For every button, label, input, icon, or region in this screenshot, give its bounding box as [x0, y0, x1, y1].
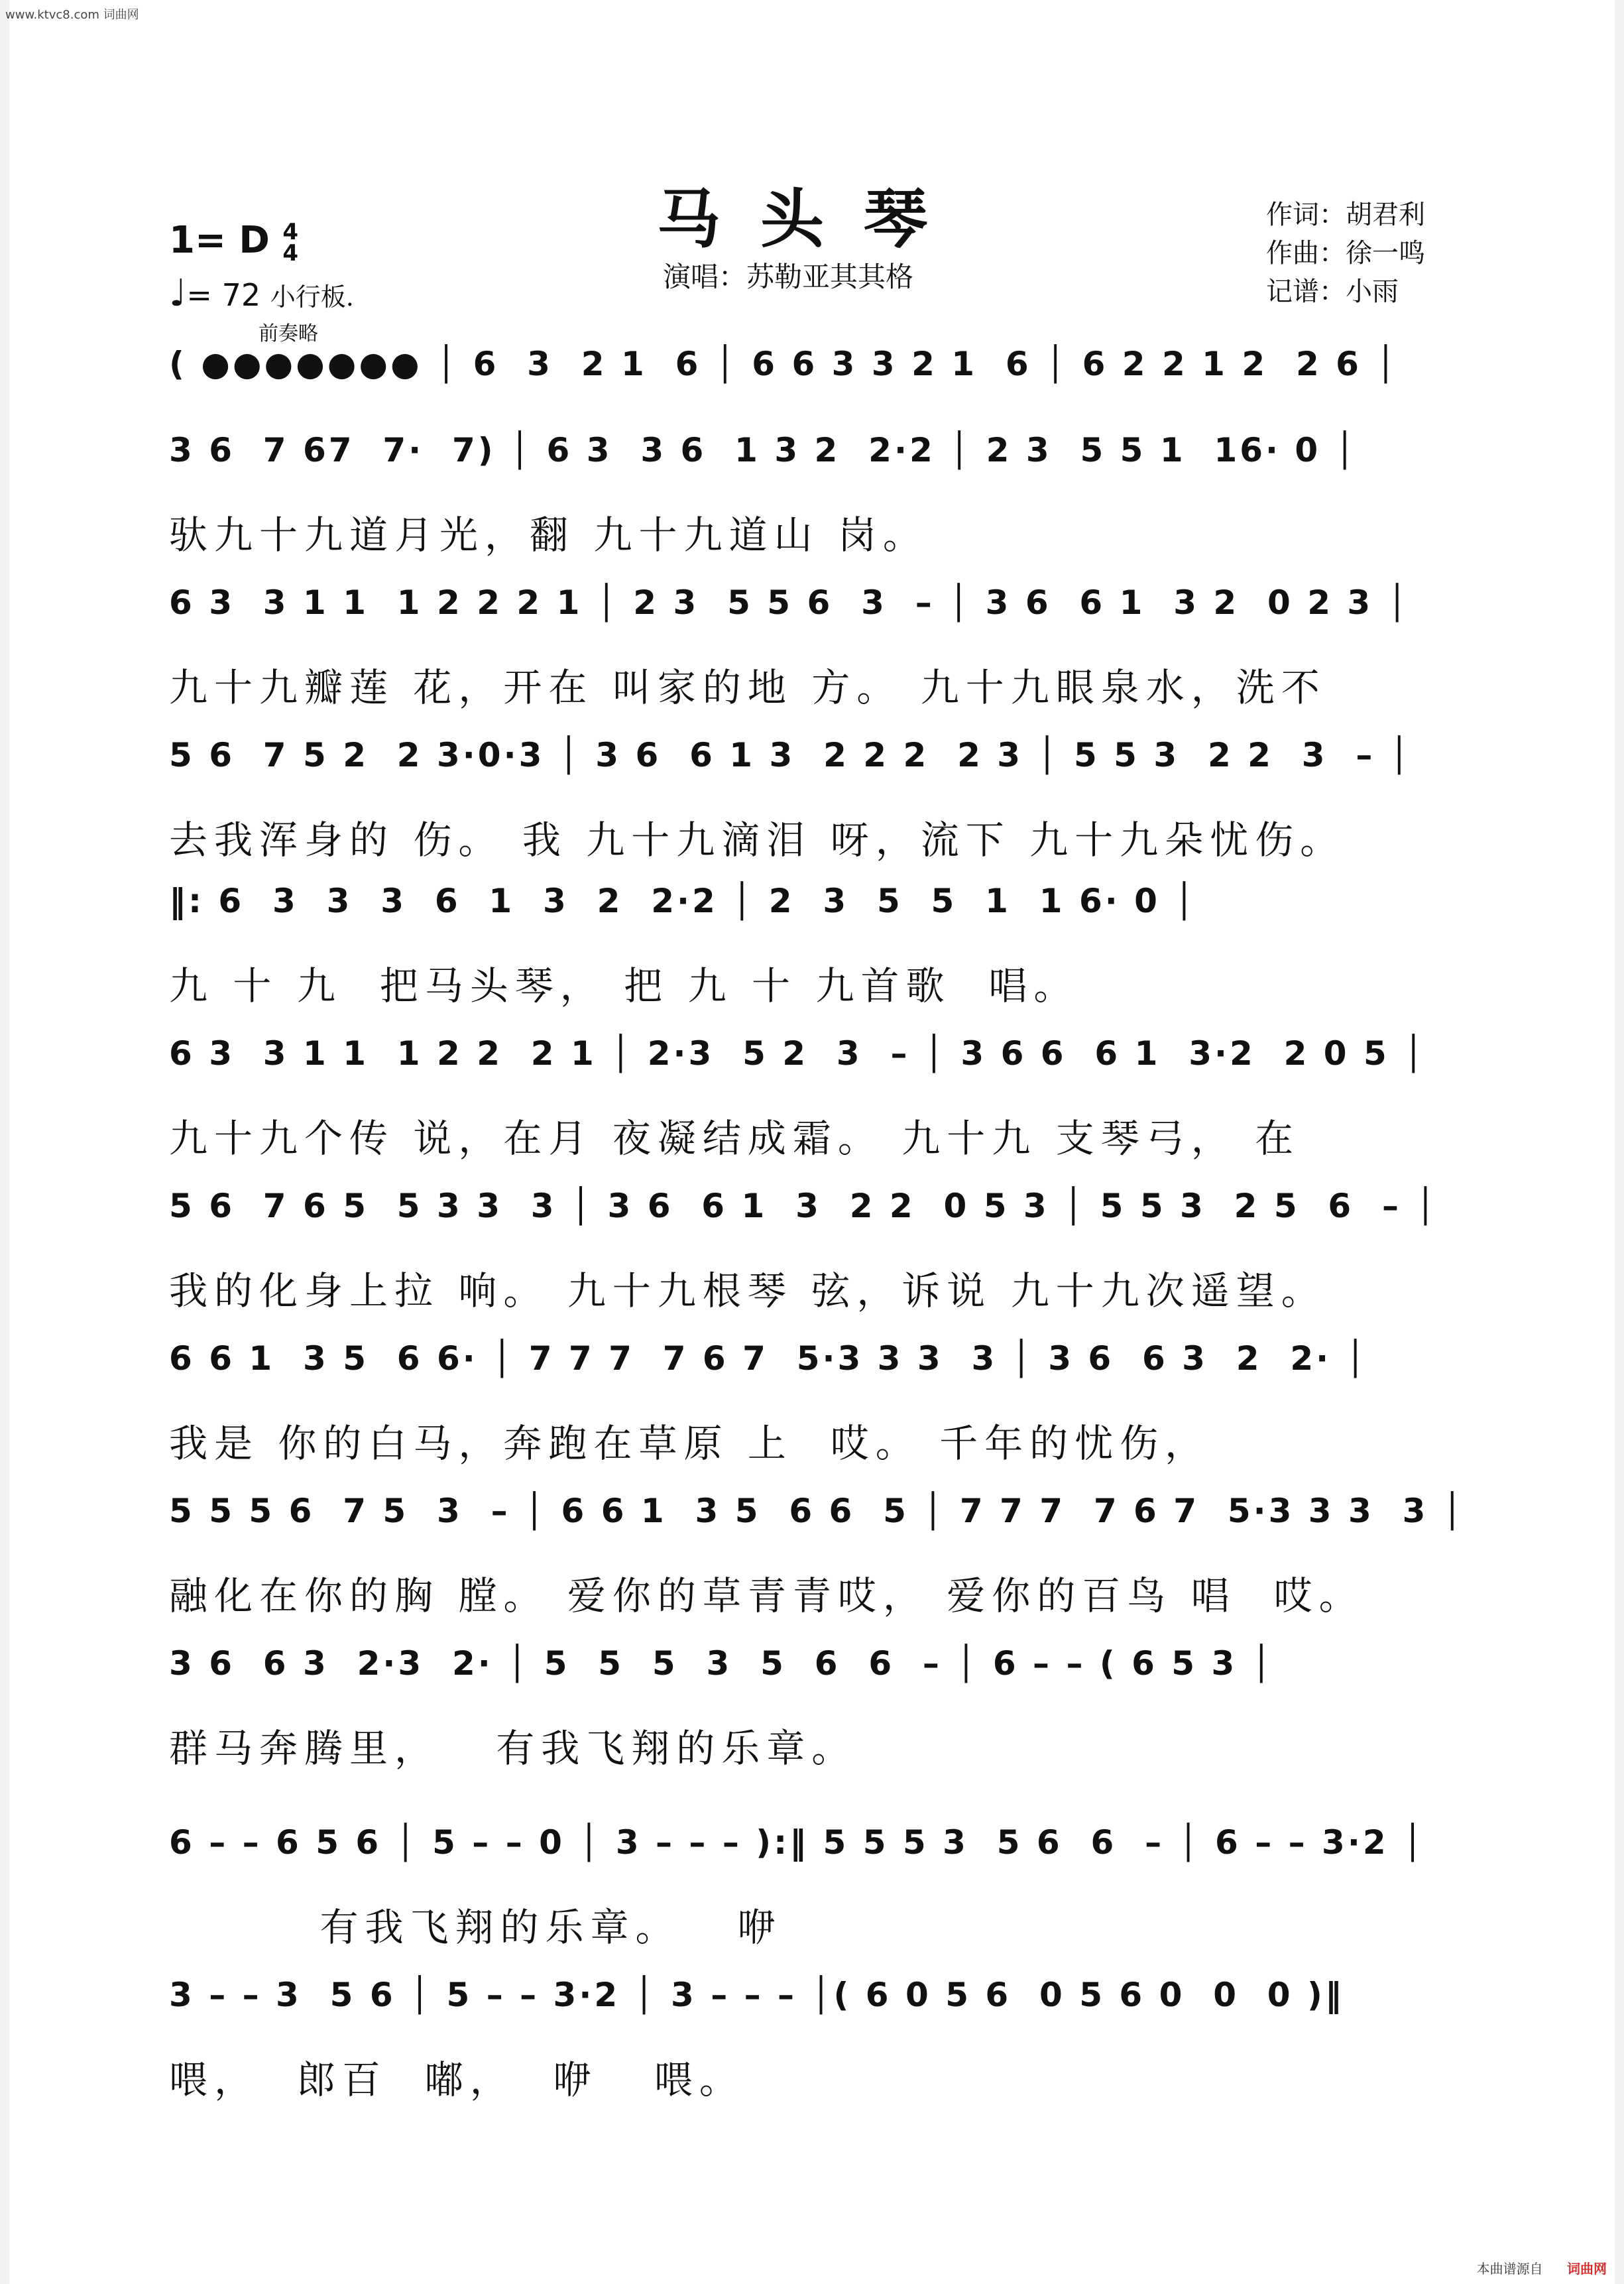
composer-credit: 作曲：徐一鸣	[1266, 238, 1425, 269]
footer-brand: 词曲网	[1567, 2261, 1607, 2277]
jianpu-notes: 6 3 3 1 1 1 2 2 2 1 │ 2 3 5 5 6 3 – │ 3 6 6 1 3 2 0 2 3 │	[169, 583, 1410, 622]
lyric-line: 融化在你的胸 膛。 爱你的草青青哎， 爱你的百鸟 唱 哎。	[169, 1573, 1364, 1618]
footer	[1477, 2258, 1607, 2277]
jianpu-notes: 3 6 7 67 7· 7) │ 6 3 3 6 1 3 2 2·2 │ 2 3 5 5 1 16· 0 │	[169, 431, 1358, 469]
lyricist-credit: 作词：胡君利	[1266, 200, 1425, 230]
tempo-marking	[169, 272, 354, 315]
lyric-line: 我的化身上拉 响。 九十九根琴 弦，诉说 九十九次遥望。	[169, 1268, 1326, 1313]
lyric-line: 九十九瓣莲 花，开在 叫家的地 方。 九十九眼泉水，洗不	[169, 665, 1326, 710]
key-signature	[169, 218, 299, 267]
lyric-line: 喂， 郎百 嘟， 咿 喂。	[169, 2057, 744, 2102]
jianpu-notes: 6 6 1 3 5 6 6· │ 7 7 7 7 6 7 5·3 3 3 3 │ 3 6 6 3 2 2· │	[169, 1339, 1368, 1378]
jianpu-notes: 3 6 6 3 2·3 2· │ 5 5 5 3 5 6 6 – │ 6 – – ( 6 5 3 │	[169, 1644, 1274, 1683]
jianpu-notes: 5 6 7 5 2 2 3·0·3 │ 3 6 6 1 3 2 2 2 2 3 │ 5 5 3 2 2 3 – │	[169, 736, 1412, 774]
lyric-line: 去我浑身的 伤。 我 九十九滴泪 呀，流下 九十九朵忧伤。	[169, 817, 1346, 863]
jianpu-notes: 3 – – 3 5 6 │ 5 – – 3·2 │ 3 – – – │( 6 0 5 6 0 5 6 0 0 0 )‖	[169, 1976, 1344, 2014]
site-header	[5, 5, 139, 23]
jianpu-notes: ( ●●●●●●● │ 6 3 2 1 6 │ 6 6 3 3 2 1 6 │ 6 2 2 1 2 2 6 │	[169, 345, 1399, 383]
site-url: www.ktvc8.com	[5, 8, 99, 22]
jianpu-notes: ‖: 6 3 3 3 6 1 3 2 2·2 │ 2 3 5 5 1 1 6· 0 │	[169, 882, 1197, 920]
jianpu-notes: 6 3 3 1 1 1 2 2 2 1 │ 2·3 5 2 3 – │ 3 6 6 6 1 3·2 2 0 5 │	[169, 1034, 1426, 1073]
singer-credit: 演唱：苏勒亚其其格	[663, 261, 914, 293]
song-title: 马头琴	[657, 182, 967, 257]
prelude-note: 前奏略	[259, 322, 318, 345]
jianpu-notes: 6 – – 6 5 6 │ 5 – – 0 │ 3 – – – ):‖ 5 5 5 3 5 6 6 – │ 6 – – 3·2 │	[169, 1823, 1426, 1862]
jianpu-notes: 5 5 5 6 7 5 3 – │ 6 6 1 3 5 6 6 5 │ 7 7 7 7 6 7 5·3 3 3 3 │	[169, 1492, 1465, 1530]
lyric-line: 我是 你的白马，奔跑在草原 上 哎。 千年的忧伤，	[169, 1421, 1210, 1466]
key-label: 1= D	[169, 219, 270, 262]
time-signature	[282, 218, 299, 267]
meter-bottom: 4	[282, 239, 299, 267]
credits-block	[1266, 196, 1425, 311]
footer-source: 本曲谱源自	[1476, 2261, 1543, 2277]
tempo-description: 小行板.	[270, 282, 354, 312]
transcriber-credit: 记谱：小雨	[1266, 276, 1399, 307]
quarter-note-icon: ♩	[169, 272, 187, 315]
lyric-line: 九 十 九 把马头琴， 把 九 十 九首歌 唱。	[169, 963, 1079, 1008]
lyric-line: 群马奔腾里， 有我飞翔的乐章。	[169, 1726, 857, 1771]
lyric-line: 有我飞翔的乐章。 咿	[169, 1905, 782, 1950]
tempo-bpm: = 72	[186, 277, 261, 313]
left-margin-strip	[0, 0, 9, 2284]
site-name: 词曲网	[103, 8, 139, 22]
lyric-line: 九十九个传 说，在月 夜凝结成霜。 九十九 支琴弓， 在	[169, 1116, 1301, 1161]
right-margin-strip	[1615, 0, 1624, 2284]
jianpu-notes: 5 6 7 6 5 5 3 3 3 │ 3 6 6 1 3 2 2 0 5 3 │ 5 5 3 2 5 6 – │	[169, 1187, 1438, 1225]
lyric-line: 驮九十九道月光，翻 九十九道山 岗。	[169, 512, 928, 558]
meter-top: 4	[282, 218, 299, 245]
